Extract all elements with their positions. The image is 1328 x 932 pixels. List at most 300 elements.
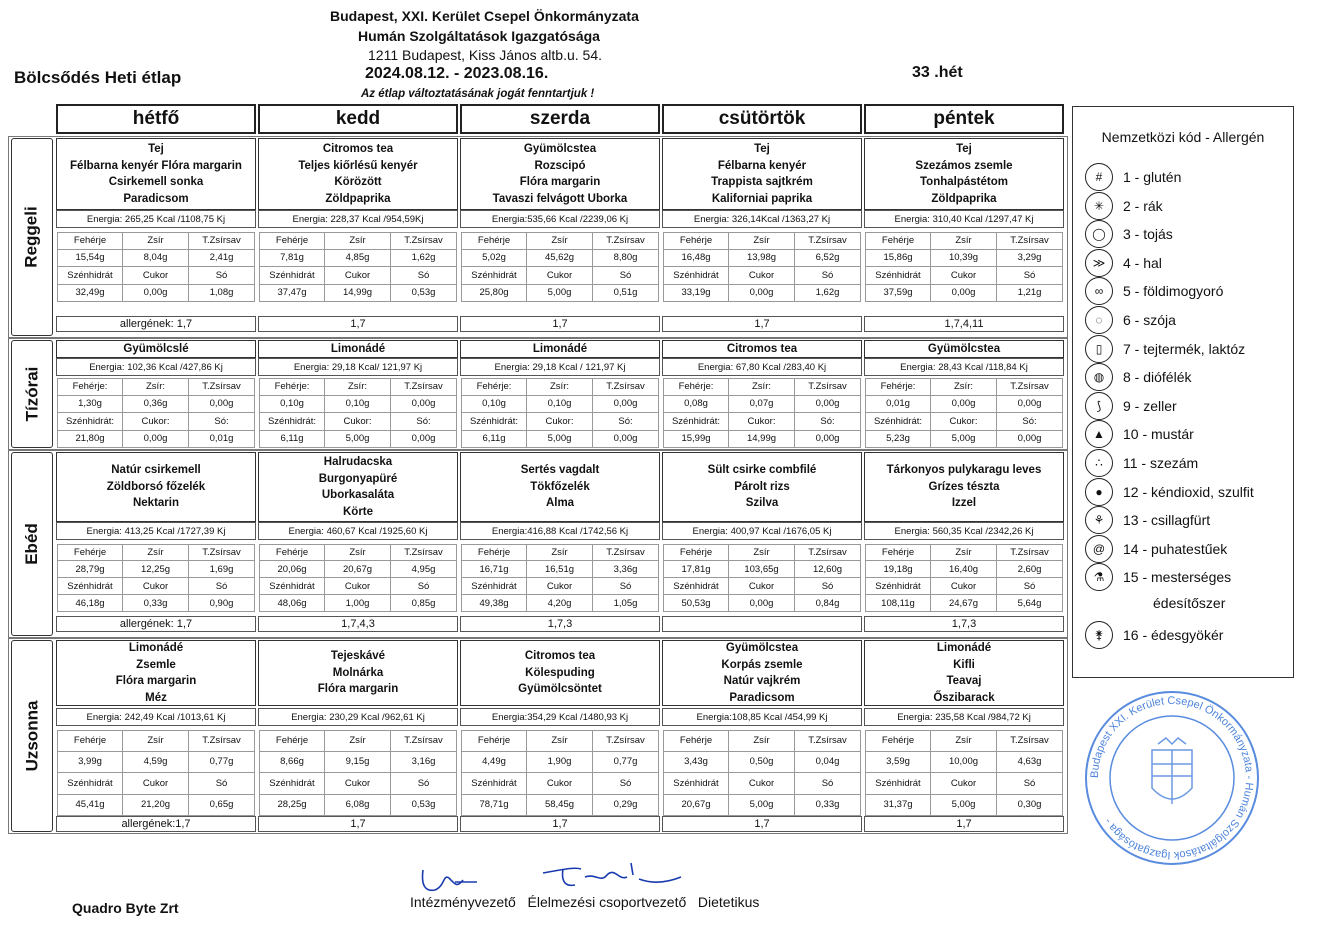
menu-item: Limonádé xyxy=(330,342,386,355)
nutrient-label: Só xyxy=(997,578,1063,595)
menu-item: Tej xyxy=(956,143,972,155)
licorice-icon: ⚵ xyxy=(1085,621,1113,649)
fat-value: 12,25g xyxy=(123,561,189,578)
nutrient-label: Szénhidrát xyxy=(57,578,123,595)
nutrient-label: T.Zsírsav xyxy=(997,730,1063,752)
nutrient-label: Só xyxy=(391,773,457,795)
menu-item: Trappista sajtkrém xyxy=(711,176,813,188)
nutrient-label: Cukor xyxy=(123,267,189,285)
legend-item xyxy=(1085,621,1223,649)
nutrient-label: Cukor: xyxy=(729,413,795,431)
legend-item xyxy=(1085,220,1173,248)
nutrient-label: Zsír xyxy=(527,544,593,561)
menu-item: Tej xyxy=(754,143,770,155)
nutrient-label: T.Zsírsav xyxy=(795,378,861,396)
sesame-icon: ∴ xyxy=(1085,449,1113,477)
menu-item: Citromos tea xyxy=(322,143,394,155)
nutrient-label: Szénhidrát: xyxy=(865,413,931,431)
menu-item: Sült csirke combfilé xyxy=(707,464,817,477)
protein-value: 15,54g xyxy=(57,250,123,268)
saturated-fat-value: 0,00g xyxy=(189,396,255,414)
nutrient-label: Fehérje: xyxy=(57,378,123,396)
menu-item: Limonádé xyxy=(128,642,184,654)
protein-value: 1,30g xyxy=(57,396,123,414)
salt-value: 0,00g xyxy=(997,431,1063,449)
protein-value: 3,99g xyxy=(57,752,123,774)
energy-value: Energia: 460,67 Kcal /1925,60 Kj xyxy=(258,522,458,540)
nutrient-label: Cukor xyxy=(527,578,593,595)
saturated-fat-value: 6,52g xyxy=(795,250,861,268)
nutrition-grid xyxy=(461,730,659,816)
energy-value: Energia: 29,18 Kcal / 121,97 Kj xyxy=(460,358,660,376)
nutrient-label: Szénhidrát: xyxy=(663,413,729,431)
legend-item xyxy=(1085,392,1177,420)
menu-item: Zsemle xyxy=(136,658,176,671)
menu-items xyxy=(864,640,1064,706)
legend-text: 3 - tojás xyxy=(1123,226,1173,243)
nutrient-label: Só xyxy=(997,773,1063,795)
menu-item: Flóra margarin xyxy=(317,683,399,696)
protein-value: 17,81g xyxy=(663,561,729,578)
nutrient-label: Fehérje: xyxy=(259,378,325,396)
sugar-value: 0,00g xyxy=(123,431,189,449)
menu-item: Halrudacska xyxy=(323,456,393,468)
nutrient-label: T.Zsírsav xyxy=(391,544,457,561)
menu-items xyxy=(258,340,458,358)
nutrient-label: Cukor xyxy=(729,578,795,595)
menu-items xyxy=(460,640,660,706)
fat-value: 0,07g xyxy=(729,396,795,414)
legend-item xyxy=(1085,192,1163,220)
nutrient-label: T.Zsírsav xyxy=(795,232,861,250)
sulfite-icon: ● xyxy=(1085,478,1113,506)
nutrient-label: T.Zsírsav xyxy=(391,378,457,396)
saturated-fat-value: 4,63g xyxy=(997,752,1063,774)
menu-item: Alma xyxy=(545,497,575,510)
menu-item: Kaliforniai paprika xyxy=(711,192,813,205)
menu-items xyxy=(662,340,862,358)
saturated-fat-value: 3,36g xyxy=(593,561,659,578)
celery-icon: ⟆ xyxy=(1085,392,1113,420)
salt-value: 0,30g xyxy=(997,795,1063,817)
menu-items xyxy=(258,452,458,522)
nutrition-grid xyxy=(57,378,255,448)
menu-item: Rozscipó xyxy=(534,159,586,172)
saturated-fat-value: 0,00g xyxy=(997,396,1063,414)
menu-item: Uborkasaláta xyxy=(321,489,395,501)
milk-icon: ▯ xyxy=(1085,335,1113,363)
menu-item: Teavaj xyxy=(946,675,982,687)
nutrition-grid xyxy=(461,544,659,612)
nutrient-label: T.Zsírsav xyxy=(391,232,457,250)
carbohydrate-value: 6,11g xyxy=(259,431,325,449)
fat-value: 16,40g xyxy=(931,561,997,578)
saturated-fat-value: 8,80g xyxy=(593,250,659,268)
meal-label-text: Reggeli xyxy=(22,206,41,268)
legend-text: 8 - diófélék xyxy=(1123,369,1192,386)
legend-item-continuation: édesítőszer xyxy=(1153,595,1226,612)
nutrient-label: Fehérje xyxy=(865,730,931,752)
org-line-1: Budapest, XXI. Kerület Csepel Önkormányzata xyxy=(330,8,639,24)
fat-value: 0,00g xyxy=(931,396,997,414)
fat-value: 13,98g xyxy=(729,250,795,268)
sugar-value: 5,00g xyxy=(931,431,997,449)
allergen-codes: 1,7,3 xyxy=(864,616,1064,632)
nutrient-label: Zsír xyxy=(729,544,795,561)
allergen-codes: allergének:1,7 xyxy=(56,816,256,832)
saturated-fat-value: 12,60g xyxy=(795,561,861,578)
menu-item: Natúr vajkrém xyxy=(723,675,801,687)
saturated-fat-value: 0,77g xyxy=(593,752,659,774)
date-range: 2024.08.12. - 2023.08.16. xyxy=(365,65,549,82)
menu-item: Tökfőzelék xyxy=(530,480,590,493)
nutrient-label: Szénhidrát xyxy=(663,773,729,795)
salt-value: 0,84g xyxy=(795,595,861,612)
mustard-icon: ▲ xyxy=(1085,420,1113,448)
nutrient-label: Fehérje xyxy=(663,544,729,561)
nutrient-label: T.Zsírsav xyxy=(795,730,861,752)
fat-value: 1,90g xyxy=(527,752,593,774)
legend-item xyxy=(1085,420,1194,448)
menu-item: Tejeskávé xyxy=(330,650,386,663)
carbohydrate-value: 46,18g xyxy=(57,595,123,612)
legend-item xyxy=(1085,478,1254,506)
salt-value: 0,90g xyxy=(189,595,255,612)
nutrient-label: Zsír: xyxy=(527,378,593,396)
legend-item xyxy=(1085,335,1245,363)
menu-items xyxy=(56,452,256,522)
energy-value: Energia: 230,29 Kcal /962,61 Kj xyxy=(258,708,458,726)
nutrient-label: Szénhidrát xyxy=(865,267,931,285)
sugar-value: 0,33g xyxy=(123,595,189,612)
menu-items xyxy=(662,452,862,522)
coat-of-arms-icon xyxy=(1152,738,1192,804)
menu-item: Szilva xyxy=(745,497,779,510)
nutrient-label: T.Zsírsav xyxy=(795,544,861,561)
menu-item: Tárkonyos pulykaragu leves xyxy=(886,464,1042,477)
org-address: 1211 Budapest, Kiss János altb.u. 54. xyxy=(368,47,603,63)
saturated-fat-value: 0,00g xyxy=(593,396,659,414)
legend-item xyxy=(1085,563,1231,591)
nutrient-label: T.Zsírsav xyxy=(593,378,659,396)
nutrient-label: Cukor xyxy=(325,773,391,795)
peanut-icon: ∞ xyxy=(1085,277,1113,305)
legend-title: Nemzetközi kód - Allergén xyxy=(1101,129,1265,145)
menu-item: Natúr csirkemell xyxy=(111,464,201,477)
sugar-value: 0,00g xyxy=(123,285,189,303)
energy-value: Energia:108,85 Kcal /454,99 Kj xyxy=(662,708,862,726)
sugar-value: 4,20g xyxy=(527,595,593,612)
menu-item: Gyümölcstea xyxy=(523,143,597,155)
nutrient-label: Só: xyxy=(391,413,457,431)
saturated-fat-value: 1,69g xyxy=(189,561,255,578)
nutrient-label: Cukor xyxy=(931,773,997,795)
fat-value: 4,59g xyxy=(123,752,189,774)
carbohydrate-value: 25,80g xyxy=(461,285,527,303)
nutrient-label: Só xyxy=(391,578,457,595)
nutrient-label: Szénhidrát xyxy=(461,267,527,285)
sugar-value: 0,00g xyxy=(931,285,997,303)
nutrient-label: Só xyxy=(593,578,659,595)
menu-item: Gyümölcstea xyxy=(927,342,1001,355)
saturated-fat-value: 0,00g xyxy=(795,396,861,414)
legend-text: 2 - rák xyxy=(1123,197,1163,214)
nutrient-label: Cukor: xyxy=(931,413,997,431)
carbohydrate-value: 21,80g xyxy=(57,431,123,449)
protein-value: 16,48g xyxy=(663,250,729,268)
legend-item xyxy=(1085,535,1227,563)
protein-value: 0,10g xyxy=(461,396,527,414)
menu-item: Gyümölcstea xyxy=(725,642,799,654)
menu-item: Teljes kiőrlésű kenyér xyxy=(298,159,418,172)
nutrient-label: Cukor xyxy=(123,773,189,795)
nutrient-label: Szénhidrát xyxy=(461,578,527,595)
nutrient-label: Zsír xyxy=(527,232,593,250)
nutrient-label: Fehérje xyxy=(259,232,325,250)
salt-value: 1,05g xyxy=(593,595,659,612)
fat-value: 103,65g xyxy=(729,561,795,578)
menu-item: Citromos tea xyxy=(524,650,596,663)
nutrient-label: Cukor xyxy=(527,773,593,795)
legend-text: 1 - glutén xyxy=(1123,169,1182,185)
energy-value: Energia: 400,97 Kcal /1676,05 Kj xyxy=(662,522,862,540)
nutrition-grid xyxy=(663,378,861,448)
nutrient-label: Fehérje: xyxy=(461,378,527,396)
sugar-value: 21,20g xyxy=(123,795,189,817)
menu-item: Tavaszi felvágott Uborka xyxy=(492,192,628,205)
allergen-codes: 1,7,4,3 xyxy=(258,616,458,632)
nutrient-label: Só xyxy=(189,578,255,595)
fish-icon: ≫ xyxy=(1085,249,1113,277)
menu-item: Csirkemell sonka xyxy=(108,176,204,188)
nutrient-label: Szénhidrát xyxy=(865,773,931,795)
stamp-text: Budapest XXI. Kerület Csepel Önkormányzata - Humán Szolgáltatások Igazgatósága - xyxy=(1088,694,1256,862)
carbohydrate-value: 6,11g xyxy=(461,431,527,449)
salt-value: 0,53g xyxy=(391,285,457,303)
menu-items xyxy=(662,138,862,210)
nutrient-label: Cukor xyxy=(729,267,795,285)
nutrient-label: Szénhidrát: xyxy=(57,413,123,431)
nutrient-label: T.Zsírsav xyxy=(189,730,255,752)
legend-item xyxy=(1085,249,1162,277)
nutrient-label: Fehérje xyxy=(259,544,325,561)
nutrient-label: Zsír xyxy=(123,730,189,752)
menu-items xyxy=(864,138,1064,210)
protein-value: 28,79g xyxy=(57,561,123,578)
nutrient-label: Cukor xyxy=(123,578,189,595)
salt-value: 0,33g xyxy=(795,795,861,817)
legend-item xyxy=(1085,163,1181,191)
menu-item: Paradicsom xyxy=(729,691,795,704)
nutrient-label: Zsír xyxy=(931,232,997,250)
nutrition-grid xyxy=(663,232,861,302)
nutrient-label: Szénhidrát: xyxy=(461,413,527,431)
legend-text: 15 - mesterséges xyxy=(1123,569,1232,586)
energy-value: Energia: 242,49 Kcal /1013,61 Kj xyxy=(56,708,256,726)
nutrient-label: Fehérje xyxy=(461,544,527,561)
menu-items xyxy=(56,640,256,706)
nutrient-label: T.Zsírsav xyxy=(391,730,457,752)
protein-value: 5,02g xyxy=(461,250,527,268)
protein-value: 0,10g xyxy=(259,396,325,414)
nutrient-label: Fehérje xyxy=(57,544,123,561)
nutrient-label: Szénhidrát xyxy=(57,773,123,795)
nutrient-label: Cukor xyxy=(527,267,593,285)
meal-label xyxy=(11,138,53,336)
allergen-codes: 1,7 xyxy=(460,816,660,832)
allergen-codes: 1,7 xyxy=(258,316,458,332)
nutrient-label: Zsír: xyxy=(931,378,997,396)
energy-value: Energia:416,88 Kcal /1742,56 Kj xyxy=(460,522,660,540)
menu-item: Szezámos zsemle xyxy=(915,159,1013,172)
nutrient-label: T.Zsírsav xyxy=(997,232,1063,250)
menu-item: Kölespuding xyxy=(525,666,595,679)
egg-icon: ◯ xyxy=(1085,220,1113,248)
nutrient-label: Zsír xyxy=(325,544,391,561)
nutrient-label: Só: xyxy=(189,413,255,431)
nutrient-label: Cukor xyxy=(325,578,391,595)
allergen-codes: 1,7 xyxy=(460,316,660,332)
official-stamp xyxy=(1082,688,1262,868)
nutrient-label: Fehérje xyxy=(259,730,325,752)
day-header-3: csütörtök xyxy=(662,104,862,134)
menu-items xyxy=(864,452,1064,522)
nutrient-label: Só xyxy=(997,267,1063,285)
carbohydrate-value: 37,47g xyxy=(259,285,325,303)
allergen-codes: 1,7 xyxy=(258,816,458,832)
menu-item: Limonádé xyxy=(532,342,588,355)
salt-value: 0,53g xyxy=(391,795,457,817)
nutrient-label: Fehérje xyxy=(57,232,123,250)
nutrient-label: Szénhidrát xyxy=(259,578,325,595)
nutrient-label: Cukor xyxy=(931,267,997,285)
legend-item xyxy=(1085,363,1191,391)
nutrition-grid xyxy=(865,378,1063,448)
nutrient-label: Zsír xyxy=(931,730,997,752)
protein-value: 3,59g xyxy=(865,752,931,774)
nutrition-grid xyxy=(663,730,861,816)
protein-value: 8,66g xyxy=(259,752,325,774)
nutrient-label: Só xyxy=(795,578,861,595)
salt-value: 0,29g xyxy=(593,795,659,817)
salt-value: 1,08g xyxy=(189,285,255,303)
carbohydrate-value: 15,99g xyxy=(663,431,729,449)
allergen-codes: 1,7,3 xyxy=(460,616,660,632)
carbohydrate-value: 31,37g xyxy=(865,795,931,817)
nutrient-label: T.Zsírsav xyxy=(997,378,1063,396)
saturated-fat-value: 2,41g xyxy=(189,250,255,268)
salt-value: 5,64g xyxy=(997,595,1063,612)
saturated-fat-value: 0,04g xyxy=(795,752,861,774)
menu-item: Flóra margarin xyxy=(519,176,601,188)
nutrition-grid xyxy=(57,232,255,302)
legend-text: 9 - zeller xyxy=(1123,397,1177,414)
menu-item: Izzel xyxy=(951,497,977,510)
salt-value: 0,01g xyxy=(189,431,255,449)
nutrient-label: T.Zsírsav xyxy=(997,544,1063,561)
nutrient-label: T.Zsírsav xyxy=(189,232,255,250)
menu-items xyxy=(258,640,458,706)
nutrient-label: Fehérje xyxy=(461,232,527,250)
protein-value: 20,06g xyxy=(259,561,325,578)
menu-item: Körte xyxy=(342,505,374,518)
meal-label-text: Ebéd xyxy=(22,523,41,565)
protein-value: 15,86g xyxy=(865,250,931,268)
menu-item: Nektarin xyxy=(132,497,180,510)
sugar-value: 5,00g xyxy=(325,431,391,449)
nutrient-label: Szénhidrát xyxy=(259,773,325,795)
carbohydrate-value: 37,59g xyxy=(865,285,931,303)
nutrition-grid xyxy=(259,544,457,612)
allergen-codes xyxy=(662,616,862,632)
legend-text: 14 - puhatestűek xyxy=(1123,540,1228,557)
legend-text: 11 - szezám xyxy=(1123,455,1199,471)
nut-icon: ◍ xyxy=(1085,363,1113,391)
nutrient-label: T.Zsírsav xyxy=(189,378,255,396)
menu-item: Kifli xyxy=(953,658,975,671)
menu-item: Flóra margarin xyxy=(115,675,197,687)
lupin-icon: ⚘ xyxy=(1085,506,1113,534)
protein-value: 4,49g xyxy=(461,752,527,774)
menu-item: Burgonyapüré xyxy=(318,472,398,485)
carbohydrate-value: 28,25g xyxy=(259,795,325,817)
menu-items xyxy=(56,138,256,210)
allergen-codes: 1,7,4,11 xyxy=(864,316,1064,332)
nutrient-label: Fehérje xyxy=(865,544,931,561)
nutrient-label: T.Zsírsav xyxy=(593,730,659,752)
menu-item: Gyümölcsöntet xyxy=(518,683,602,696)
energy-value: Energia: 102,36 Kcal /427,86 Kj xyxy=(56,358,256,376)
allergen-legend xyxy=(1072,106,1294,678)
saturated-fat-value: 1,62g xyxy=(391,250,457,268)
menu-items xyxy=(460,340,660,358)
nutrient-label: Só: xyxy=(997,413,1063,431)
nutrient-label: Fehérje xyxy=(663,232,729,250)
day-header-0: hétfő xyxy=(56,104,256,134)
sugar-value: 5,00g xyxy=(527,431,593,449)
menu-item: Félbarna kenyér Flóra margarin xyxy=(70,159,242,172)
legend-text: 10 - mustár xyxy=(1123,426,1194,443)
menu-item: Tonhalpástétom xyxy=(920,176,1008,188)
nutrient-label: Szénhidrát xyxy=(461,773,527,795)
protein-value: 0,08g xyxy=(663,396,729,414)
nutrient-label: Fehérje: xyxy=(663,378,729,396)
nutrient-label: Zsír xyxy=(729,730,795,752)
fat-value: 45,62g xyxy=(527,250,593,268)
day-header-2: szerda xyxy=(460,104,660,134)
nutrient-label: Só xyxy=(795,267,861,285)
sugar-value: 1,00g xyxy=(325,595,391,612)
fat-value: 16,51g xyxy=(527,561,593,578)
menu-item: Sertés vagdalt xyxy=(520,464,600,477)
nutrient-label: Fehérje xyxy=(663,730,729,752)
protein-value: 0,01g xyxy=(865,396,931,414)
salt-value: 0,51g xyxy=(593,285,659,303)
allergen-codes: allergének: 1,7 xyxy=(56,316,256,332)
nutrition-grid xyxy=(461,378,659,448)
nutrition-grid xyxy=(259,378,457,448)
nutrient-label: Zsír xyxy=(729,232,795,250)
carbohydrate-value: 49,38g xyxy=(461,595,527,612)
nutrition-grid xyxy=(57,544,255,612)
energy-value: Energia: 67,80 Kcal /283,40 Kj xyxy=(662,358,862,376)
nutrient-label: Szénhidrát xyxy=(865,578,931,595)
nutrient-label: Zsír: xyxy=(325,378,391,396)
energy-value: Energia: 265,25 Kcal /1108,75 Kj xyxy=(56,210,256,228)
nutrient-label: Cukor: xyxy=(325,413,391,431)
saturated-fat-value: 4,95g xyxy=(391,561,457,578)
carbohydrate-value: 32,49g xyxy=(57,285,123,303)
